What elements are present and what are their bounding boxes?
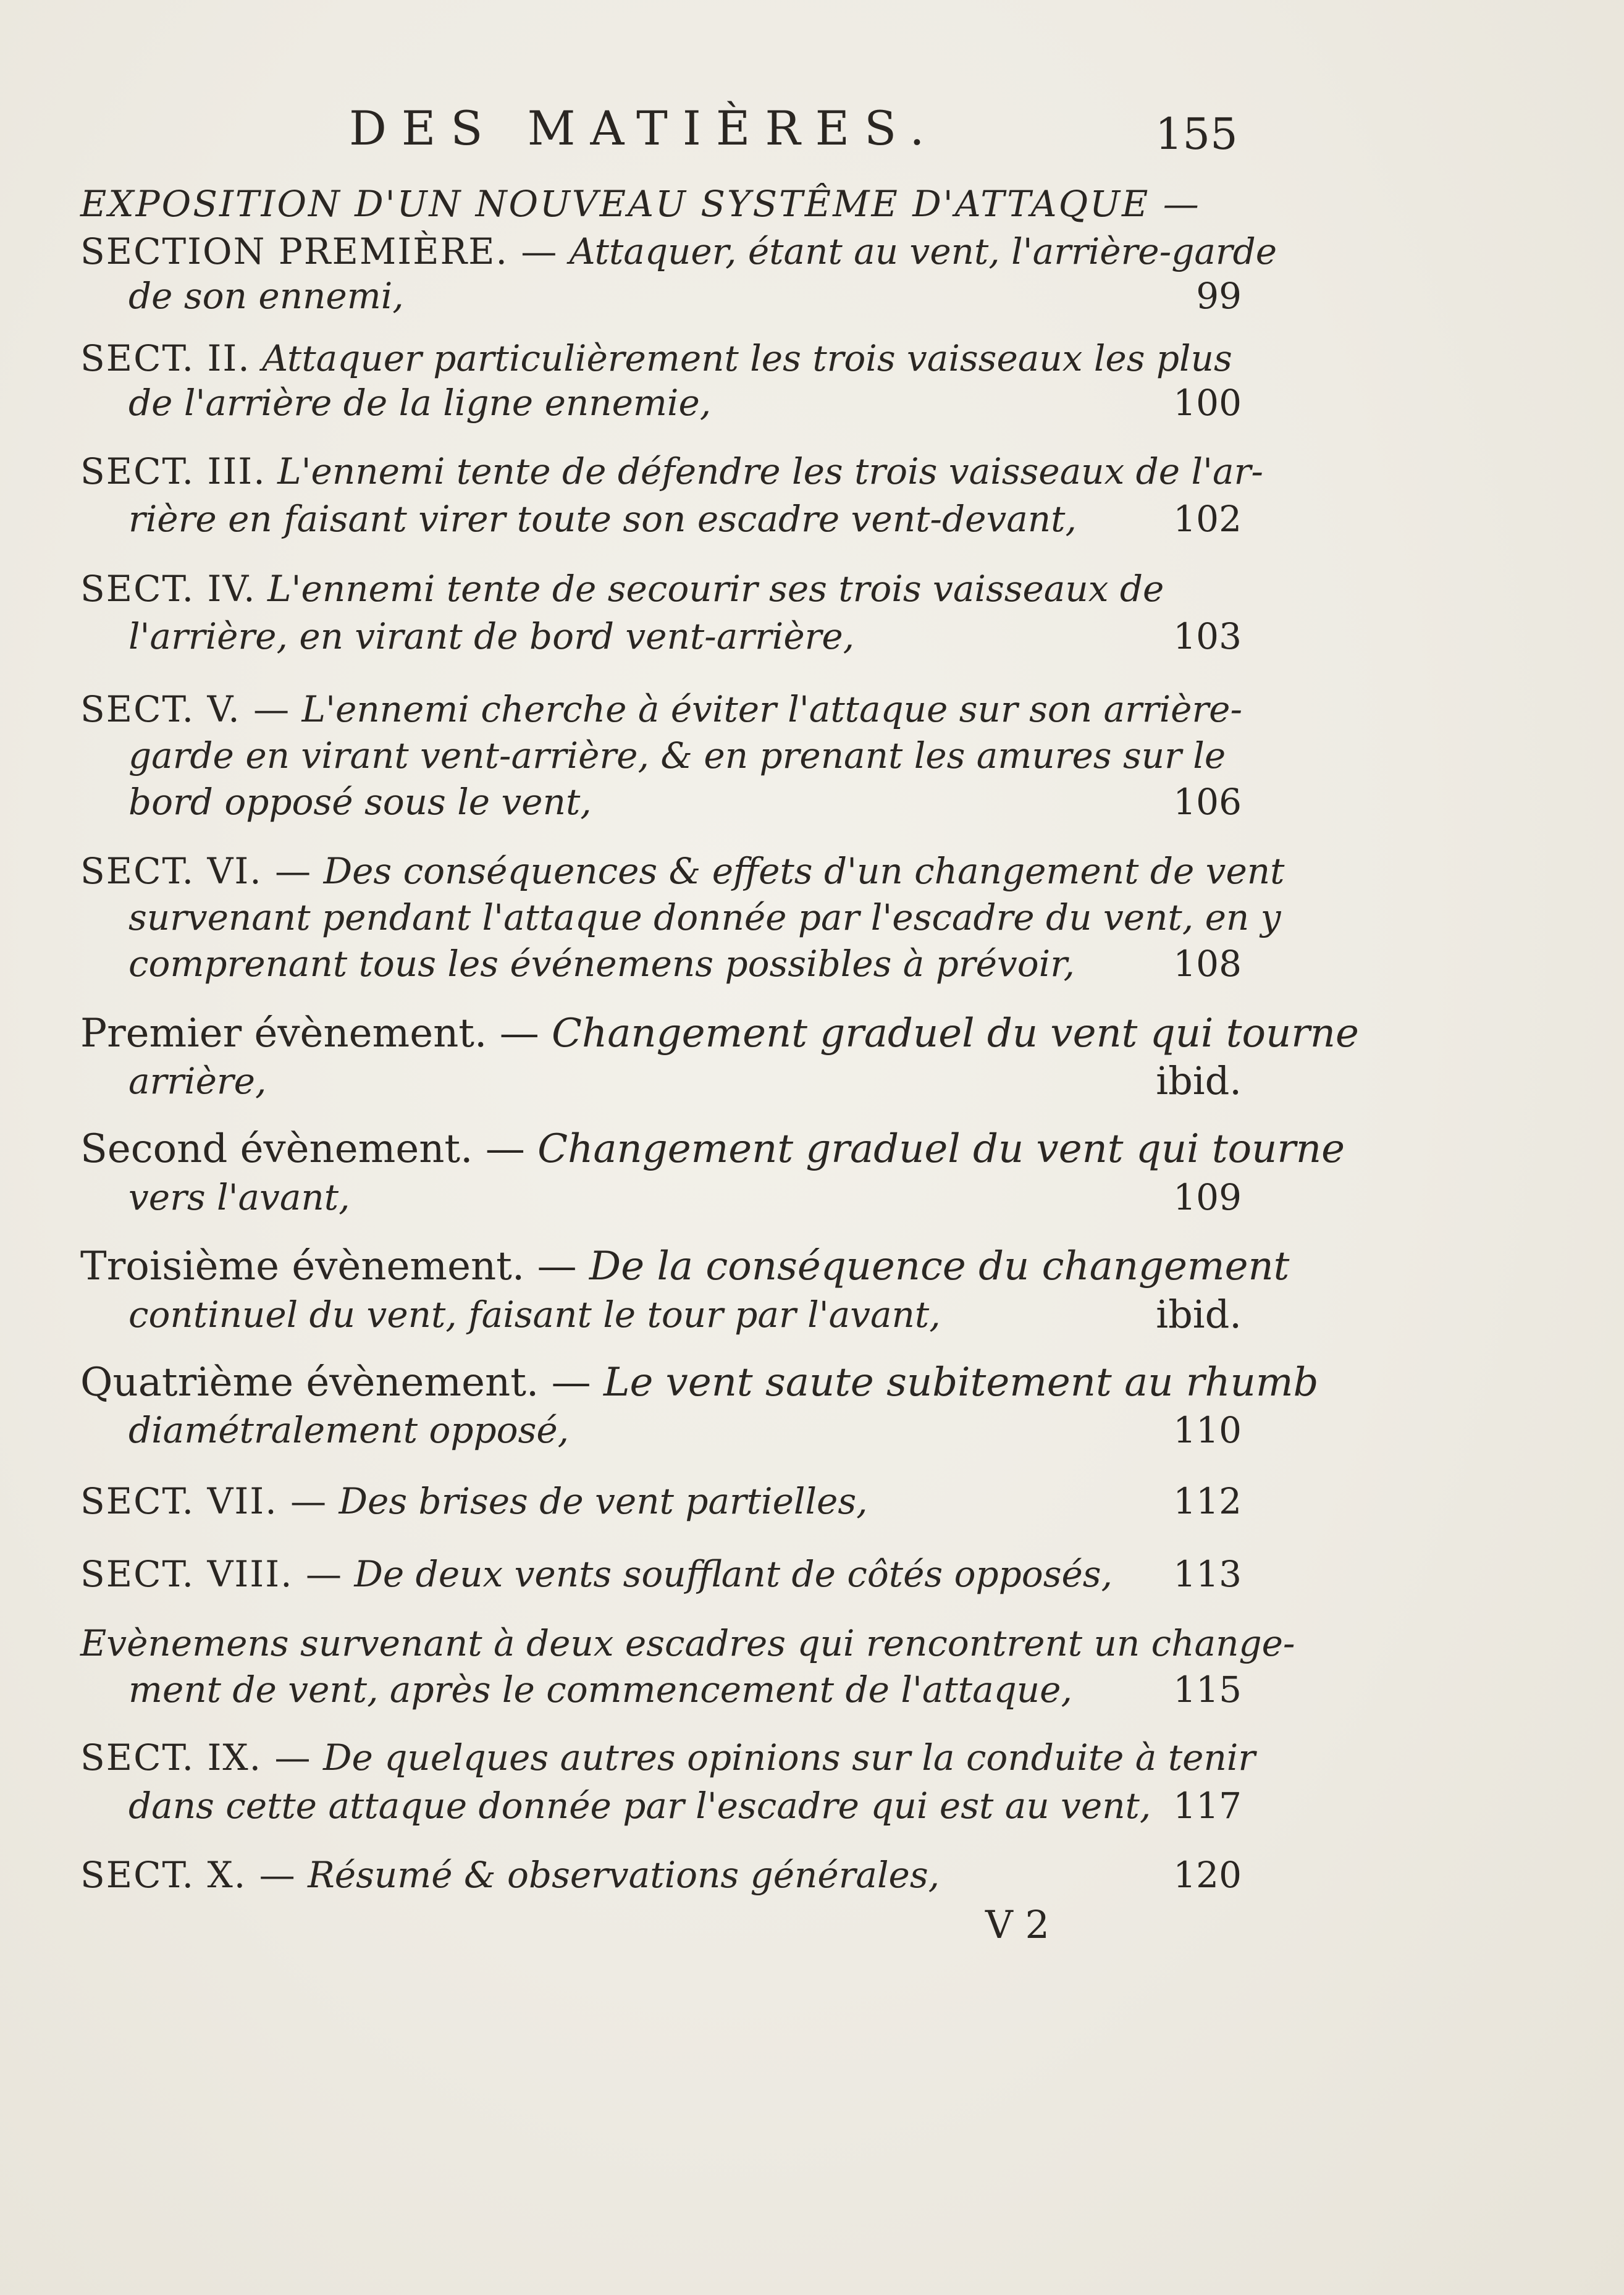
entry-page-number: 106 [1173, 781, 1242, 823]
entry-text: survenant pendant l'attaque donnée par l'escadre du vent, en y [128, 896, 1281, 938]
entry-text: bord opposé sous le vent, [128, 781, 592, 823]
entry-text: continuel du vent, faisant le tour par l'avant, [128, 1294, 941, 1336]
entry-text: Des brises de vent partielles, [339, 1480, 868, 1522]
toc-entry-continuation [128, 774, 1242, 830]
toc-entry [80, 1239, 1290, 1294]
entry-label: SECT. IX. — [80, 1737, 312, 1779]
entry-text: garde en virant vent-arrière, & en prenant les amures sur le [128, 735, 1226, 777]
entry-text: Attaquer, étant au vent, l'arrière-garde [569, 230, 1277, 272]
entry-page-number: 108 [1173, 943, 1242, 985]
entry-text: de son ennemi, [128, 275, 404, 317]
toc-entry-continuation [128, 1778, 1242, 1834]
entry-text: Changement graduel du vent qui tourne [537, 1126, 1345, 1172]
entry-text: De la conséquence du changement [589, 1244, 1290, 1289]
entry-label: SECT. IV. [80, 568, 256, 610]
entry-text: Attaquer particulièrement les trois vaisseaux les plus [262, 337, 1232, 379]
entry-page-number: 103 [1173, 615, 1242, 657]
entry-page-number: 120 [1173, 1854, 1242, 1896]
entry-label: SECT. III. [80, 450, 266, 492]
entry-text: dans cette attaque donnée par l'escadre qui est au vent, [128, 1785, 1151, 1827]
toc-entry [80, 1546, 1242, 1602]
toc-entry-continuation [128, 1287, 1242, 1342]
toc-entry [80, 1730, 1256, 1785]
entry-text: vers l'avant, [128, 1176, 350, 1218]
entry-label: SECT. X. — [80, 1854, 297, 1896]
page-number: 155 [1155, 109, 1238, 159]
toc-entry [80, 1121, 1345, 1177]
entry-label: SECT. II. [80, 337, 251, 379]
entry-label: SECT. VIII. — [80, 1553, 343, 1595]
entry-page-number: 100 [1173, 382, 1242, 424]
entry-text: rière en faisant virer toute son escadre vent-devant, [128, 498, 1077, 540]
running-header-title: DES MATIÈRES. [349, 101, 940, 156]
signature-mark: V 2 [985, 1902, 1050, 1947]
toc-entry-continuation [128, 268, 1242, 324]
entry-label: SECTION PREMIÈRE. — [80, 230, 558, 272]
entry-text: L'ennemi tente de défendre les trois vaisseaux de l'ar- [277, 450, 1263, 492]
toc-entry [80, 1473, 1242, 1529]
toc-entry-continuation [128, 491, 1242, 547]
entry-text: ment de vent, après le commencement de l'attaque, [128, 1669, 1072, 1711]
entry-text: Résumé & observations générales, [308, 1854, 940, 1896]
entry-text: L'ennemi tente de secourir ses trois vaisseaux de [267, 568, 1164, 610]
entry-label: Troisième évènement. — [80, 1244, 577, 1289]
entry-text: de l'arrière de la ligne ennemie, [128, 382, 712, 424]
toc-entry-continuation [128, 1053, 1242, 1109]
entry-text: Evènemens survenant à deux escadres qui rencontrent un change- [80, 1622, 1295, 1664]
entry-text: Changement graduel du vent qui tourne [552, 1011, 1359, 1056]
entry-page-number: 110 [1173, 1409, 1242, 1451]
entry-label: SECT. V. — [80, 688, 291, 730]
entry-text: l'arrière, en virant de bord vent-arrière, [128, 615, 855, 657]
entry-page-number: 112 [1173, 1480, 1242, 1522]
toc-entry [80, 1847, 1242, 1903]
entry-text: Des conséquences & effets d'un changement de vent [323, 850, 1285, 892]
entry-label: Premier évènement. — [80, 1011, 539, 1056]
entry-text: arrière, [128, 1060, 267, 1102]
entry-page-number: 117 [1173, 1785, 1242, 1827]
entry-page-number: 102 [1173, 498, 1242, 540]
entry-page-number: 109 [1173, 1176, 1242, 1218]
entry-text: De quelques autres opinions sur la conduite à tenir [323, 1737, 1256, 1779]
entry-text: diamétralement opposé, [128, 1409, 570, 1451]
toc-entry-continuation [128, 1402, 1242, 1458]
entry-label: Quatrième évènement. — [80, 1360, 591, 1405]
entry-page-number: 99 [1196, 275, 1242, 317]
toc-heading-text: EXPOSITION D'UN NOUVEAU SYSTÊME D'ATTAQUE — [80, 183, 1201, 225]
entry-page-number: ibid. [1156, 1292, 1242, 1337]
entry-page-number: 113 [1173, 1553, 1242, 1595]
entry-label: SECT. VI. — [80, 850, 313, 892]
entry-text: comprenant tous les événemens possibles à prévoir, [128, 943, 1075, 985]
entry-label: Second évènement. — [80, 1126, 525, 1172]
entry-page-number: 115 [1173, 1669, 1242, 1711]
entry-text: L'ennemi cherche à éviter l'attaque sur son arrière- [301, 688, 1243, 730]
toc-entry-continuation [128, 1662, 1242, 1717]
entry-text: Le vent saute subitement au rhumb [603, 1360, 1319, 1405]
toc-entry-continuation [128, 1169, 1242, 1225]
entry-label: SECT. VII. — [80, 1480, 328, 1522]
entry-text: De deux vents soufflant de côtés opposés, [354, 1553, 1113, 1595]
toc-entry-continuation [128, 608, 1242, 664]
toc-entry-continuation [128, 936, 1242, 992]
toc-entry-continuation [128, 375, 1242, 431]
entry-page-number: ibid. [1156, 1058, 1242, 1103]
